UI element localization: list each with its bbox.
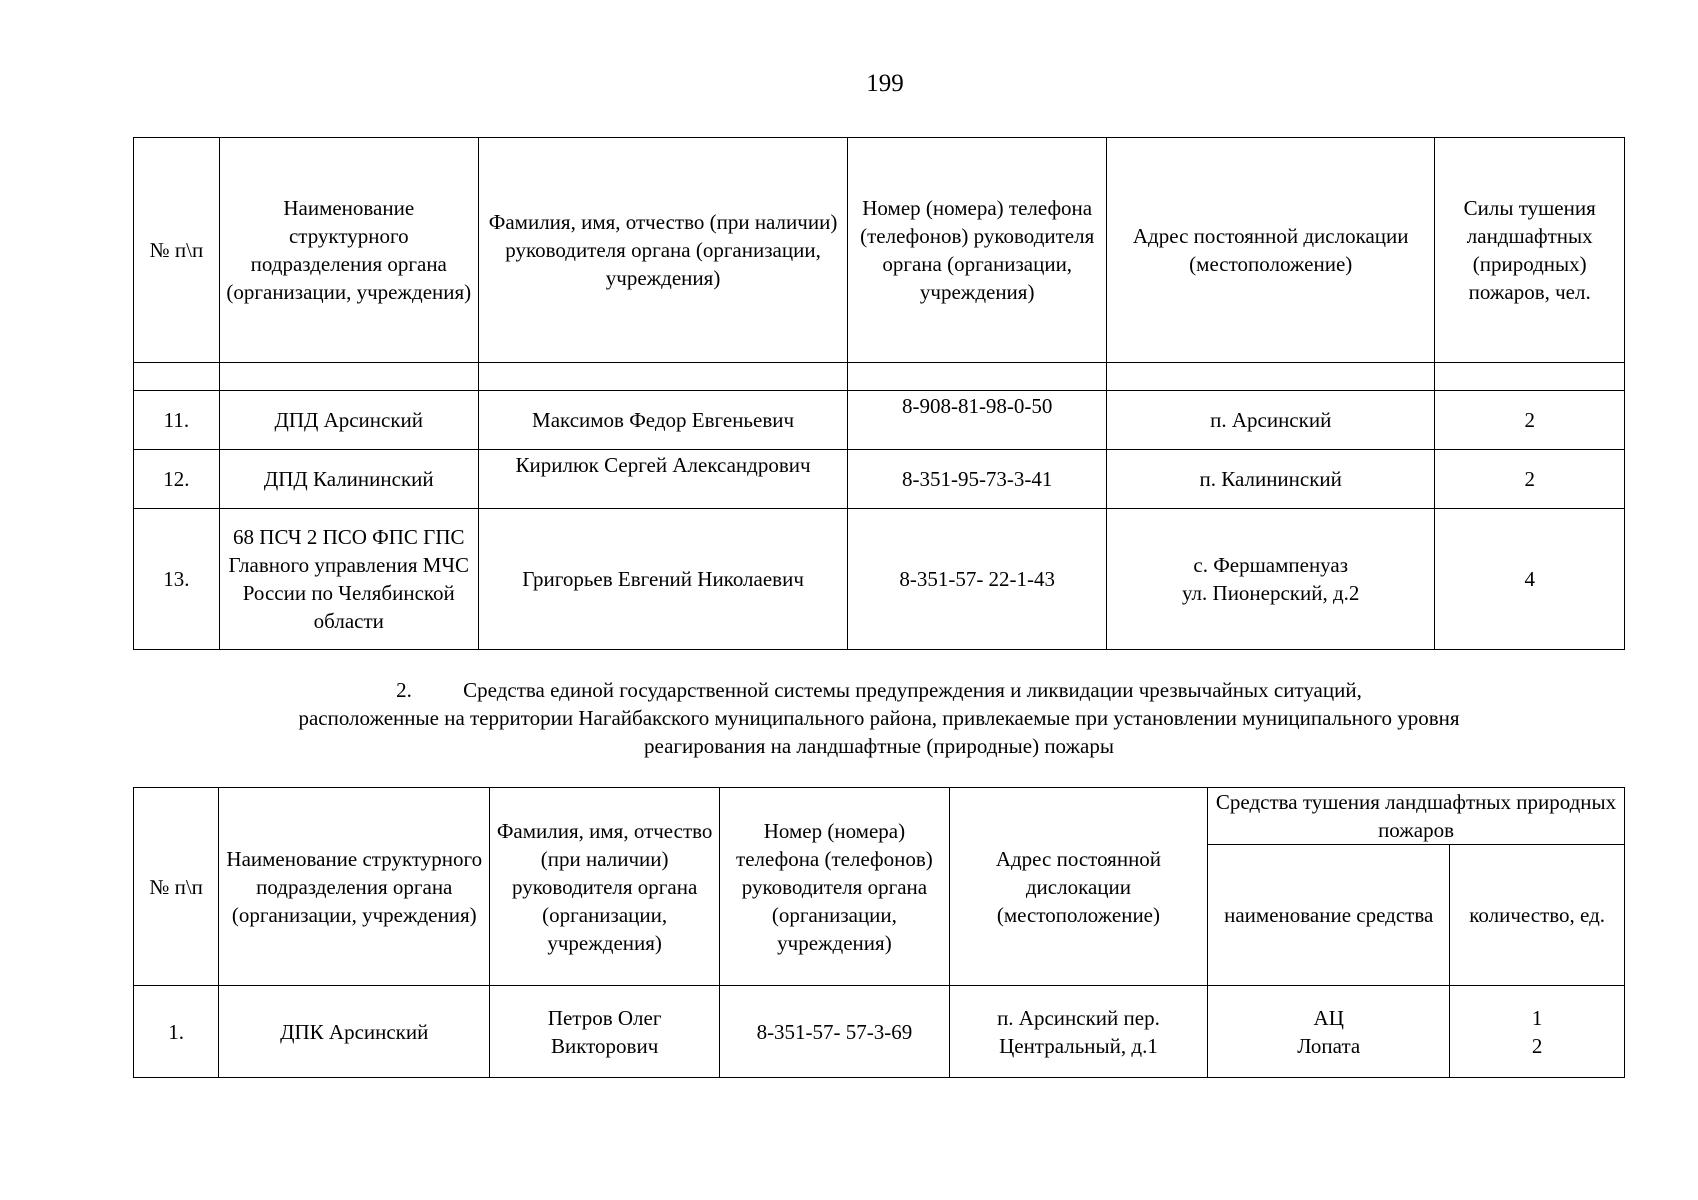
means-item: АЦ: [1313, 1005, 1344, 1030]
header-means-group: Средства тушения ландшафтных природных пожаров: [1208, 788, 1625, 845]
cell-unit: ДПД Арсинский: [219, 391, 478, 450]
cell-forces: 2: [1435, 450, 1625, 509]
empty-cell: [848, 363, 1107, 391]
section-heading-line: [133, 676, 1625, 704]
cell-phone: 8-908-81-98-0-50: [848, 391, 1107, 450]
empty-cell: [1107, 363, 1435, 391]
header-num: № п\п: [134, 138, 220, 363]
cell-unit: ДПК Арсинский: [219, 986, 490, 1078]
cell-phone: 8-351-57- 22-1-43: [848, 509, 1107, 650]
empty-cell: [134, 363, 220, 391]
table-row: [134, 509, 1625, 650]
fire-means-table: [133, 787, 1625, 1078]
empty-cell: [1435, 363, 1625, 391]
means-qty: 2: [1531, 1033, 1543, 1058]
header-address: Адрес постоянной дислокации (местоположение): [949, 788, 1207, 986]
cell-num: 12.: [134, 450, 220, 509]
cell-head: Петров Олег Викторович: [490, 986, 720, 1078]
cell-address: п. Калининский: [1107, 450, 1435, 509]
cell-num: 13.: [134, 509, 220, 650]
cell-address: п. Арсинский пер. Центральный, д.1: [949, 986, 1207, 1078]
address-line: ул. Пионерский, д.2: [1181, 581, 1360, 605]
cell-means-qty: [1450, 986, 1625, 1078]
cell-head: Максимов Федор Евгеньевич: [478, 391, 848, 450]
section-heading-text: Средства единой государственной системы предупреждения и ликвидации чрезвычайных ситуаций,: [463, 678, 1362, 702]
header-head: Фамилия, имя, отчество (при наличии) руководителя органа (организации, учреждения): [478, 138, 848, 363]
table-row: [134, 450, 1625, 509]
table-row: [134, 391, 1625, 450]
cell-forces: 2: [1435, 391, 1625, 450]
means-qty: 1: [1531, 1005, 1543, 1030]
section-number: 2.: [396, 678, 412, 702]
cell-means-name: [1208, 986, 1450, 1078]
cell-head: Кирилюк Сергей Александрович: [478, 450, 848, 509]
cell-phone: 8-351-95-73-3-41: [848, 450, 1107, 509]
empty-cell: [478, 363, 848, 391]
table-header-row: [134, 138, 1625, 363]
cell-forces: 4: [1435, 509, 1625, 650]
table-header-row: [134, 788, 1625, 845]
cell-address: [1107, 509, 1435, 650]
section-heading-line: реагирования на ландшафтные (природные) пожары: [644, 734, 1114, 758]
header-unit: Наименование структурного подразделения органа (организации, учреждения): [219, 788, 490, 986]
means-item: Лопата: [1297, 1033, 1361, 1058]
header-address: Адрес постоянной дислокации (местоположение): [1107, 138, 1435, 363]
table-spacer-row: [134, 363, 1625, 391]
cell-unit: 68 ПСЧ 2 ПСО ФПС ГПС Главного управления МЧС России по Челябинской области: [219, 509, 478, 650]
header-head: Фамилия, имя, отчество (при наличии) руководителя органа (организации, учреждения): [490, 788, 720, 986]
cell-num: 1.: [134, 986, 219, 1078]
cell-unit: ДПД Калининский: [219, 450, 478, 509]
section-heading: [133, 676, 1625, 760]
address-line: с. Фершампенуаз: [1193, 553, 1349, 577]
header-means-name: наименование средства: [1208, 845, 1450, 986]
cell-address: п. Арсинский: [1107, 391, 1435, 450]
fire-forces-table: [133, 137, 1625, 650]
cell-num: 11.: [134, 391, 220, 450]
page-number: 199: [866, 70, 904, 97]
header-unit: Наименование структурного подразделения органа (организации, учреждения): [219, 138, 478, 363]
header-phone: Номер (номера) телефона (телефонов) руководителя органа (организации, учреждения): [848, 138, 1107, 363]
empty-cell: [219, 363, 478, 391]
header-phone: Номер (номера) телефона (телефонов) руководителя органа (организации, учреждения): [720, 788, 950, 986]
table-row: [134, 986, 1625, 1078]
cell-head: Григорьев Евгений Николаевич: [478, 509, 848, 650]
header-forces: Силы тушения ландшафтных (природных) пожаров, чел.: [1435, 138, 1625, 363]
header-means-qty: количество, ед.: [1450, 845, 1625, 986]
cell-phone: 8-351-57- 57-3-69: [720, 986, 950, 1078]
header-num: № п\п: [134, 788, 219, 986]
section-heading-line: расположенные на территории Нагайбакского муниципального района, привлекаемые при установлении муниципального уровня: [298, 706, 1460, 730]
